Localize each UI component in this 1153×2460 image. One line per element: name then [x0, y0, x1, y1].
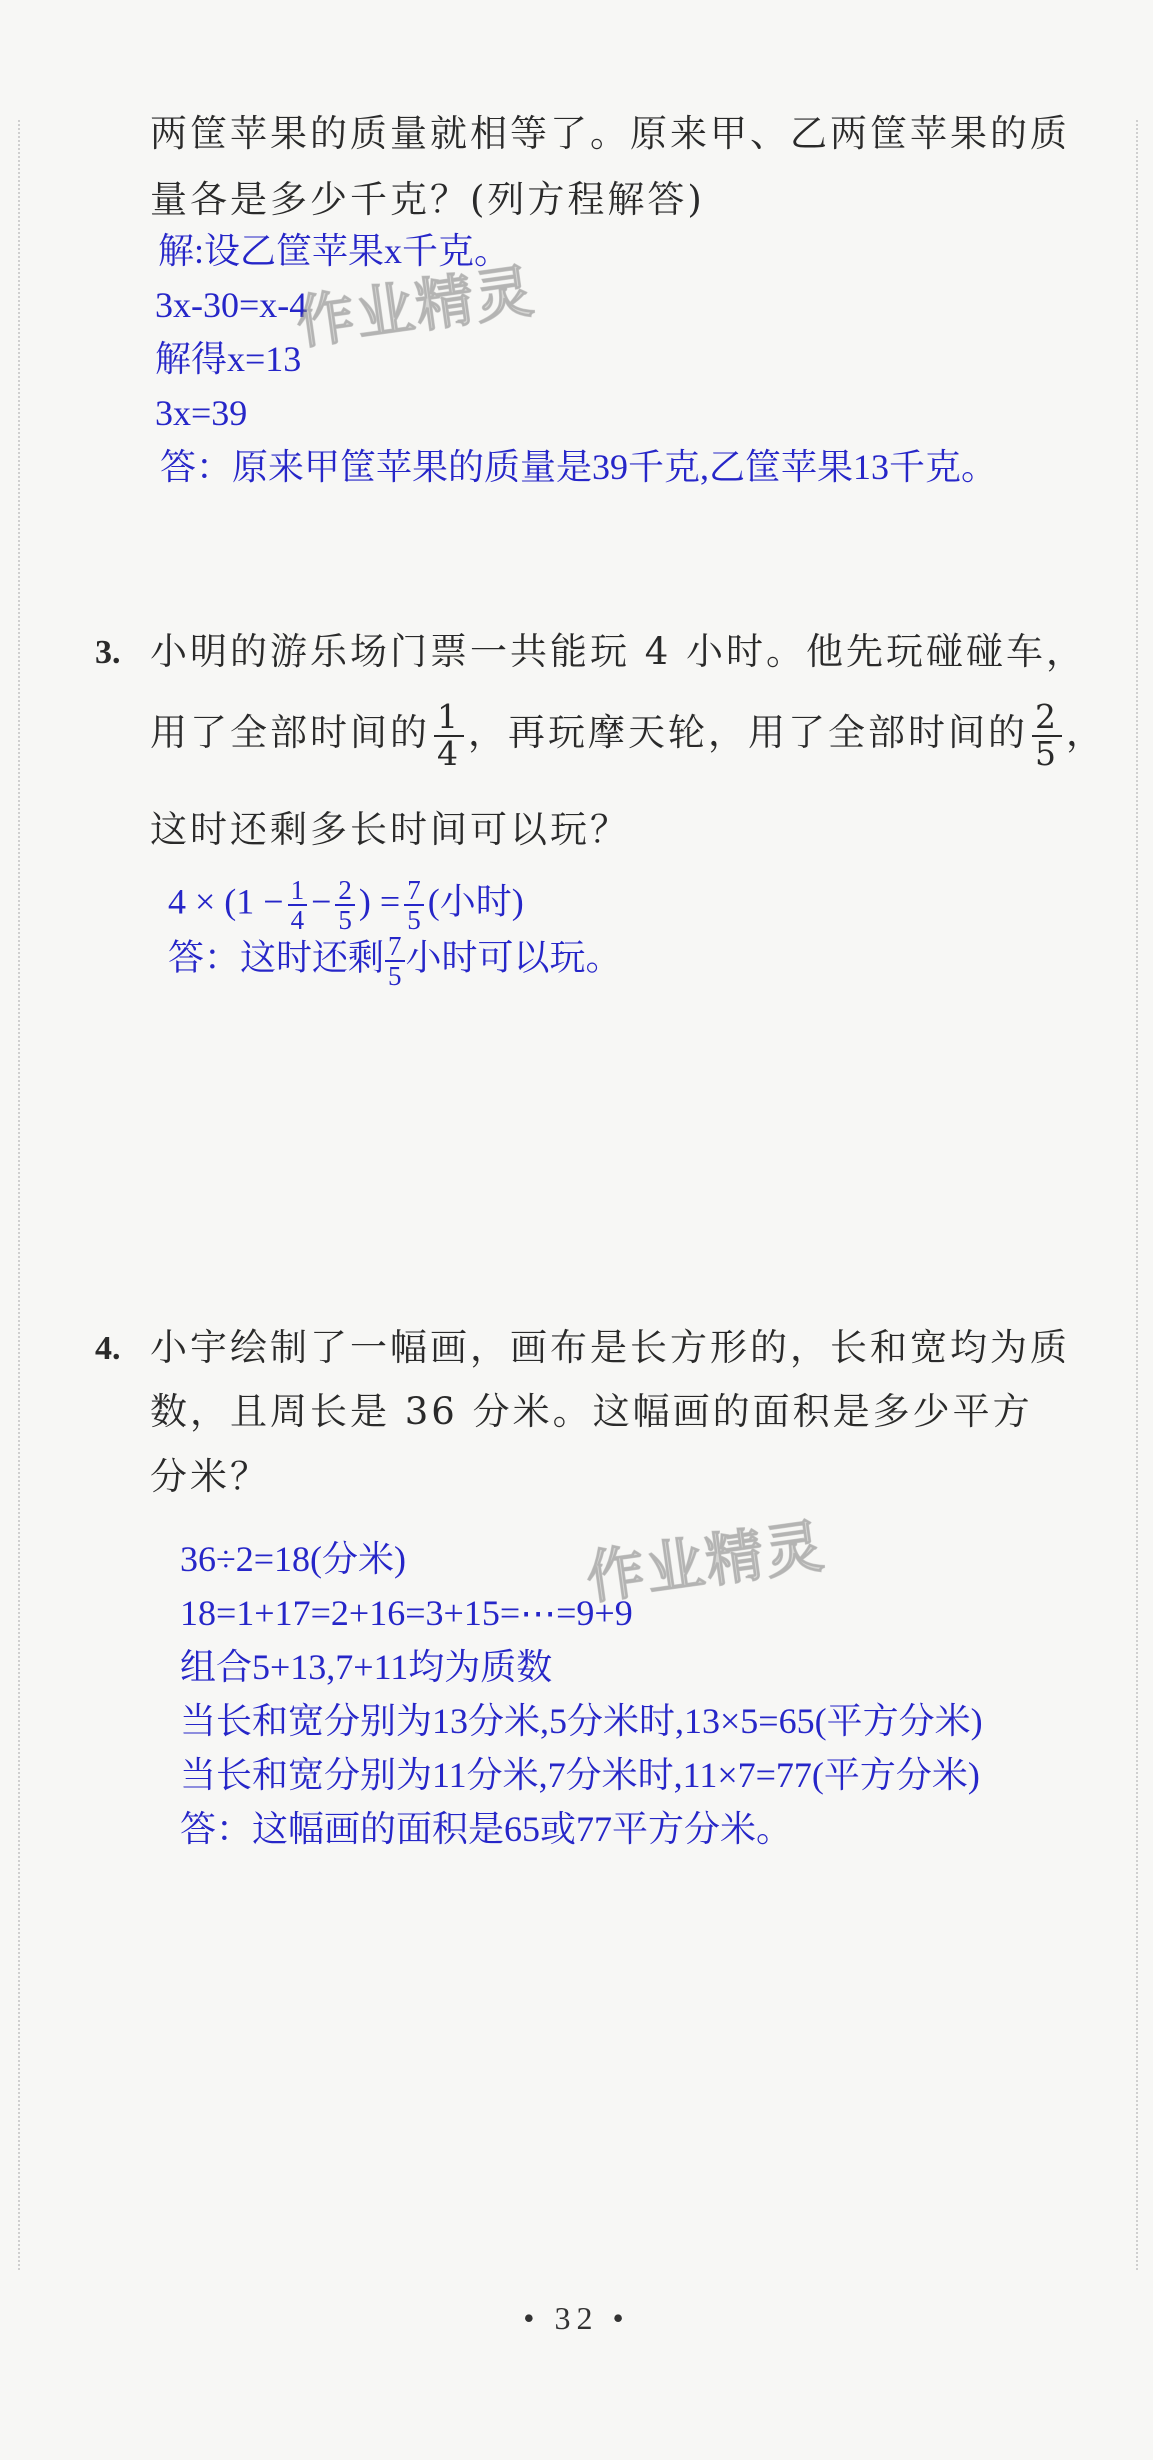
q3-calculation: [168, 876, 524, 935]
q3-text-line2-part-a: 用了全部时间的: [150, 711, 430, 755]
q2-text-line1: 两筐苹果的质量就相等了。原来甲、乙两筐苹果的质: [150, 112, 1070, 155]
watermark-logo-2: 作业精灵: [582, 1511, 830, 1613]
q3-frac1-den: 4: [437, 733, 461, 773]
q2-answer-line1: 解:设乙筐苹果x千克。: [158, 231, 511, 271]
q2-answer-line4: 3x=39: [155, 393, 248, 433]
page-border-right: [1136, 120, 1138, 2270]
q4-answer-line1: 36÷2=18(分米): [180, 1539, 407, 1579]
q3-answer-frac-den: 5: [388, 961, 402, 992]
q3-calc-frac1-num: 1: [288, 876, 308, 906]
q3-calc-part-d: (小时): [427, 881, 524, 922]
q2-text-line2: 量各是多少千克？(列方程解答): [150, 178, 705, 221]
q4-number: 4.: [95, 1330, 121, 1367]
q3-answer-frac-num: 7: [385, 932, 405, 962]
q4-answer-line5: 当长和宽分别为11分米,7分米时,11×7=77(平方分米): [180, 1755, 980, 1795]
q3-calc-frac2-den: 5: [338, 905, 352, 936]
q3-answer: [168, 932, 622, 991]
q3-calc-part-c: ) =: [358, 881, 401, 922]
q3-frac2-den: 5: [1035, 733, 1059, 773]
q3-calc-part-a: 4 × (1 −: [168, 881, 284, 922]
q3-text-line2-part-c: ，: [1066, 711, 1106, 755]
page-number: • 32 •: [523, 2300, 630, 2336]
q3-text-line2: [150, 697, 1106, 773]
q3-text-line2-part-b: ，再玩摩天轮，用了全部时间的: [468, 711, 1028, 755]
q4-text-line2: 数，且周长是 36 分米。这幅画的面积是多少平方: [150, 1390, 1033, 1433]
q4-answer-line2: 18=1+17=2+16=3+15=⋯=9+9: [180, 1593, 633, 1633]
q3-calc-frac3-den: 5: [407, 905, 421, 936]
q3-calc-frac3-num: 7: [404, 876, 424, 906]
q3-calc-frac1: [288, 876, 308, 935]
watermark-logo: 作业精灵: [292, 256, 540, 358]
page-border-left: [18, 120, 20, 2270]
q3-calc-frac2-num: 2: [335, 876, 355, 906]
q3-fraction-one-quarter: [434, 697, 464, 773]
q2-answer-line5: 答：原来甲筐苹果的质量是39千克,乙筐苹果13千克。: [160, 447, 998, 487]
q2-answer-line3: 解得x=13: [155, 339, 302, 379]
q3-answer-part-a: 答：这时还剩: [168, 937, 385, 978]
q4-text-line3: 分米？: [150, 1455, 270, 1498]
q3-frac1-num: 1: [434, 700, 464, 737]
q3-fraction-two-fifths: [1032, 697, 1062, 773]
q2-answer-line2: 3x-30=x-4: [155, 285, 308, 325]
q3-calc-frac2: [335, 876, 355, 935]
q4-answer-line3: 组合5+13,7+11均为质数: [180, 1647, 553, 1687]
q4-answer-line6: 答：这幅画的面积是65或77平方分米。: [180, 1809, 793, 1849]
q3-calc-frac1-den: 4: [290, 905, 305, 936]
q3-number: 3.: [95, 634, 121, 671]
q3-text-line3: 这时还剩多长时间可以玩？: [150, 808, 630, 851]
q3-answer-part-b: 小时可以玩。: [405, 937, 622, 978]
q3-calc-frac3: [404, 876, 424, 935]
q3-calc-part-b: −: [311, 881, 332, 922]
q3-frac2-num: 2: [1032, 700, 1062, 737]
q4-answer-line4: 当长和宽分别为13分米,5分米时,13×5=65(平方分米): [180, 1701, 983, 1741]
q3-text-line1: 小明的游乐场门票一共能玩 4 小时。他先玩碰碰车，: [150, 630, 1087, 673]
q3-answer-frac: [385, 932, 405, 991]
q4-text-line1: 小宇绘制了一幅画，画布是长方形的，长和宽均为质: [150, 1326, 1070, 1369]
